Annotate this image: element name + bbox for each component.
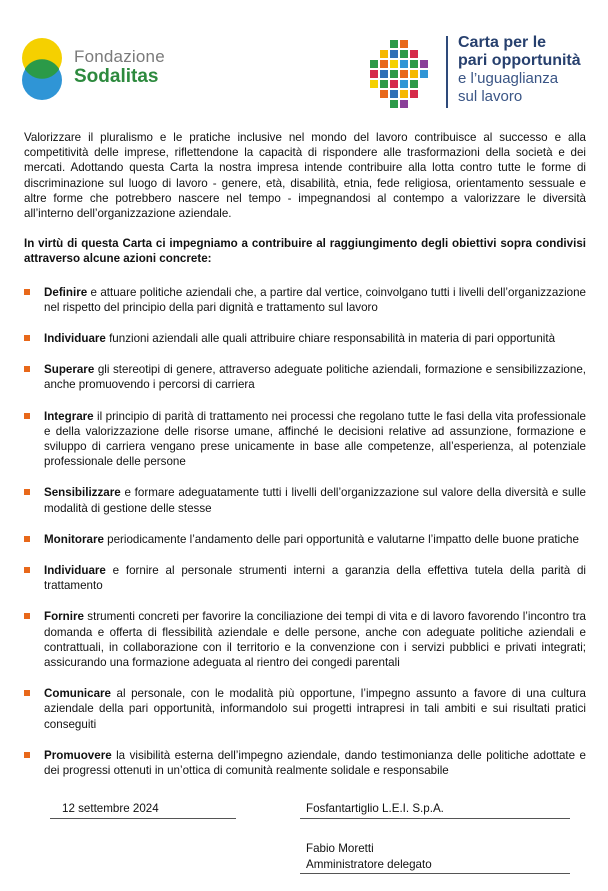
action-text: al personale, con le modalità più opportune, l’impegno assunto a favore di una cultura aziendale della pari opportunità, informandolo sui progetti intrapresi in tali ambiti e sui risultati pratici conseguiti [44, 687, 586, 731]
company-name: Fosfantartiglio L.E.I. S.p.A. [306, 802, 444, 815]
fondazione-sodalitas-logo [20, 36, 170, 106]
action-verb: Individuare [44, 564, 106, 578]
action-item [24, 748, 586, 778]
signer-name: Fabio Moretti [306, 842, 374, 855]
signer-role: Amministratore delegato [306, 858, 432, 871]
action-item [24, 285, 586, 315]
action-item [24, 563, 586, 593]
bullet-icon [24, 752, 30, 758]
bullet-icon [24, 289, 30, 295]
signature-date: 12 settembre 2024 [62, 802, 159, 815]
action-item [24, 331, 586, 346]
page-header [0, 0, 608, 120]
bullet-icon [24, 690, 30, 696]
action-text: strumenti concreti per favorire la conciliazione dei tempi di vita e di lavoro favorendo l’incontro tra domanda e offerta di flessibilità aziendale e delle persone, anche con adeguate politiche aziendali e contrattuali, in collaborazione con il territorio e la convenzione con i servizi pubblici e privati integrati; assicurando una formazione adeguata al rientro dei congedi parentali [44, 610, 586, 670]
carta-mosaic-icon [368, 40, 438, 110]
action-text: la visibilità esterna dell’impegno aziendale, dando testimonianza delle politiche adottate e dei progressi ottenuti in un’ottica di comunità realmente solidale e responsabile [44, 748, 586, 778]
action-item [24, 532, 586, 547]
action-text: gli stereotipi di genere, attraverso adeguate politiche aziendali, formazione e sensibilizzazione, anche promuovendo i percorsi di carriera [44, 363, 586, 392]
carta-pari-opportunita-logo [368, 34, 598, 114]
action-item [24, 686, 586, 732]
commitment-paragraph: In virtù di questa Carta ci impegniamo a contribuire al raggiungimento degli obiettivi sopra condivisi attraverso alcune azioni concrete: [24, 237, 586, 266]
action-text: il principio di parità di trattamento nei processi che regolano tutte le fasi della vita professionale e della valorizzazione delle risorse umane, affinché le decisioni relative ad assunzione, formazione e sviluppo di carriera vengano prese unicamente in base alle competenze, all’esperienza, al potenziale professionale delle persone [44, 409, 586, 469]
role-underline [300, 873, 570, 874]
bullet-icon [24, 536, 30, 542]
company-underline [300, 818, 570, 819]
action-item [24, 609, 586, 670]
carta-divider [446, 36, 448, 108]
action-verb: Definire [44, 285, 88, 299]
action-text: funzioni aziendali alle quali attribuire chiare responsabilità in materia di pari opportunità [105, 332, 556, 346]
action-verb: Promuovere [44, 748, 112, 762]
sodalitas-circles-icon [20, 36, 68, 102]
action-text: e formare adeguatamente tutti i livelli dell’organizzazione sul valore della diversità e sulle modalità di gestione delle stesse [44, 486, 586, 515]
document-body [24, 130, 586, 794]
action-item [24, 485, 586, 515]
action-verb: Integrare [44, 409, 94, 423]
action-item [24, 409, 586, 470]
action-verb: Monitorare [44, 532, 104, 546]
sodalitas-text: Sodalitas [74, 66, 159, 87]
action-item [24, 362, 586, 392]
bullet-icon [24, 613, 30, 619]
bullet-icon [24, 335, 30, 341]
action-verb: Fornire [44, 610, 84, 624]
action-verb: Superare [44, 363, 95, 377]
bullet-icon [24, 567, 30, 573]
carta-title-line4: sul lavoro [458, 88, 523, 105]
bullet-icon [24, 366, 30, 372]
intro-paragraph: Valorizzare il pluralismo e le pratiche inclusive nel mondo del lavoro contribuisce al successo e alla competitività delle imprese, riflettendone la capacità di rispondere alle trasformazioni della società e dei mercati. Adottando questa Carta la nostra impresa intende contribuire alla lotta contro tutte le forme di discriminazione sul luogo di lavoro - genere, età, disabilità, etnia, fede religiosa, orientamento sessuale e altre forme che potrebbero nascere nel tempo - impegnandosi al contempo a valorizzare le diversità all’interno dell’organizzazione aziendale. [24, 131, 586, 221]
carta-title-line2: pari opportunità [458, 52, 581, 69]
fondazione-text: Fondazione [74, 47, 165, 66]
date-underline [50, 818, 236, 819]
carta-title-line1: Carta per le [458, 34, 547, 51]
carta-title-line3: e l’uguaglianza [458, 70, 559, 87]
action-verb: Individuare [44, 332, 106, 346]
action-verb: Sensibilizzare [44, 486, 121, 500]
bullet-icon [24, 413, 30, 419]
action-text: periodicamente l’andamento delle pari opportunità e valutarne l’impatto delle buone pratiche [103, 532, 579, 546]
action-text: e attuare politiche aziendali che, a partire dal vertice, coinvolgano tutti i livelli dell’organizzazione nel rispetto del principio della pari dignità e trattamento sul lavoro [44, 285, 586, 314]
actions-list [24, 285, 586, 779]
action-verb: Comunicare [44, 687, 112, 701]
action-text: e fornire al personale strumenti interni a garanzia della effettiva tutela della parità di trattamento [44, 564, 586, 593]
bullet-icon [24, 489, 30, 495]
